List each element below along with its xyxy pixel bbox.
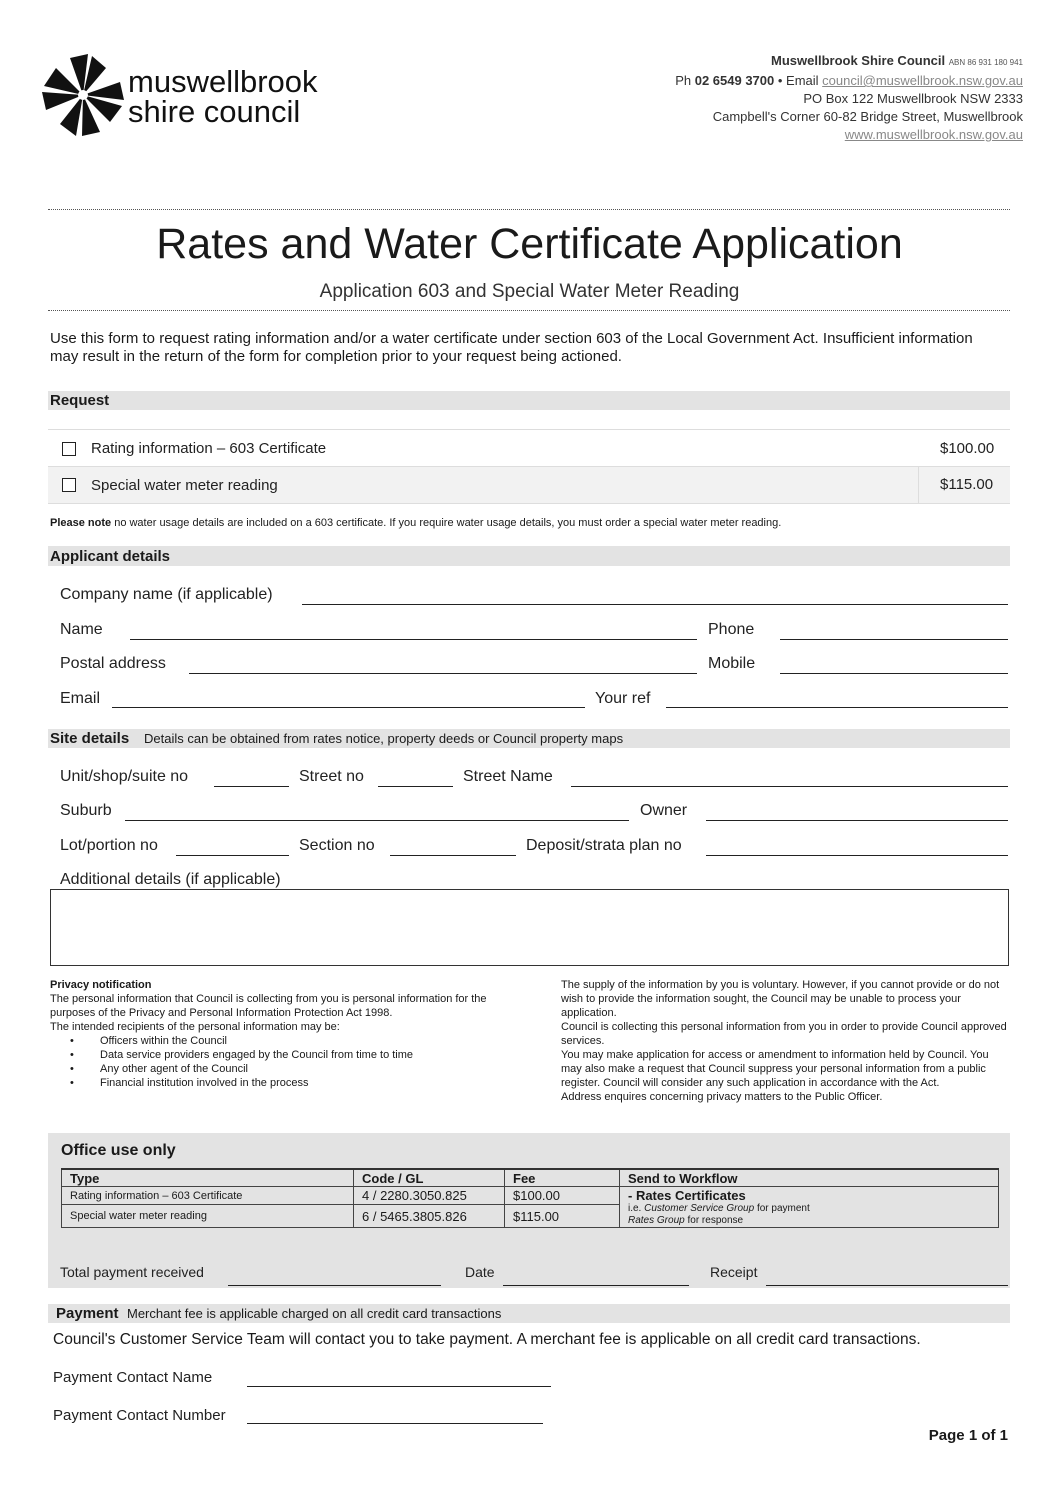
request-item-price: $115.00 [940, 476, 994, 493]
privacy-bullet-text: Officers within the Council [100, 1035, 227, 1047]
payment-text: Council's Customer Service Team will contact you to take payment. A merchant fee is applicable on all credit card transactions. [53, 1331, 921, 1348]
suburb-label: Suburb [60, 802, 112, 819]
privacy-recipients-intro: The intended recipients of the personal information may be: [50, 1021, 340, 1033]
council-phone: 02 6549 3700 [694, 73, 775, 88]
council-name: Muswellbrook Shire Council [771, 53, 946, 68]
suburb-field[interactable] [125, 820, 629, 821]
workflow-rg: Rates Group [628, 1215, 685, 1226]
table-header-cell: Type [62, 1169, 354, 1187]
table-cell: 6 / 5465.3805.826 [354, 1205, 505, 1228]
table-row [62, 1187, 999, 1205]
payment-contact-name-field[interactable] [247, 1386, 551, 1387]
site-heading: Site details [50, 730, 130, 747]
street-name-field[interactable] [571, 786, 1008, 787]
street-name-label: Street Name [463, 768, 553, 785]
mobile-label: Mobile [708, 655, 756, 672]
request-item-label: Special water meter reading [91, 477, 278, 494]
table-header-cell: Send to Workflow [620, 1169, 999, 1187]
applicant-band [48, 546, 1010, 566]
table-header-cell: Fee [505, 1169, 620, 1187]
unit-label: Unit/shop/suite no [60, 768, 189, 785]
office-fee-table [61, 1168, 999, 1228]
mobile-field[interactable] [780, 673, 1008, 674]
additional-details-box[interactable] [50, 889, 1009, 966]
payment-heading-note: Merchant fee is applicable charged on all credit card transactions [127, 1306, 502, 1321]
privacy-right-3: You may make application for access or amendment to information held by Council. You may also make a request that Council suppress your personal information from a public register. Council will consider any such application in accordance with the Act. [561, 1049, 989, 1089]
email-field[interactable] [112, 707, 585, 708]
workflow-csg: Customer Service Group [644, 1203, 755, 1214]
receipt-field[interactable] [766, 1285, 1008, 1286]
privacy-bullet-text: Any other agent of the Council [100, 1063, 248, 1075]
street-no-field[interactable] [378, 786, 453, 787]
request-band [48, 391, 1010, 410]
table-cell: Special water meter reading [62, 1205, 354, 1228]
privacy-right-1: The supply of the information by you is voluntary. However, if you cannot provide or do not wish to provide the information sought, the Council may be unable to process your application. [561, 979, 1000, 1019]
divider-sub [48, 310, 1010, 311]
postal-field[interactable] [189, 673, 697, 674]
table-cell: Rating information – 603 Certificate [62, 1187, 354, 1205]
applicant-heading: Applicant details [50, 548, 171, 565]
section-field[interactable] [390, 855, 516, 856]
checkbox-water-meter-reading[interactable] [62, 478, 76, 492]
deposit-field[interactable] [706, 855, 1008, 856]
privacy-heading: Privacy notification [50, 979, 152, 991]
deposit-label: Deposit/strata plan no [526, 837, 682, 854]
request-heading: Request [50, 392, 110, 409]
request-item-price: $100.00 [940, 440, 995, 457]
company-field[interactable] [302, 604, 1008, 605]
council-street: Campbell's Corner 60-82 Bridge Street, Muswellbrook [712, 109, 1023, 124]
list-item: • Officers within the Council [70, 1035, 227, 1047]
workflow-cell [620, 1187, 999, 1228]
site-heading-note: Details can be obtained from rates notice, property deeds or Council property maps [144, 731, 624, 746]
lot-field[interactable] [176, 855, 289, 856]
privacy-right-4: Address enquires concerning privacy matters to the Public Officer. [561, 1091, 883, 1103]
request-note-bold: Please note [50, 517, 112, 529]
phone-field[interactable] [780, 639, 1008, 640]
office-heading: Office use only [61, 1142, 176, 1159]
workflow-ie: i.e. [628, 1203, 642, 1214]
payment-band [48, 1304, 1010, 1323]
table-cell: 4 / 2280.3050.825 [354, 1187, 505, 1205]
payment-contact-name-label: Payment Contact Name [53, 1369, 213, 1386]
unit-field[interactable] [214, 786, 289, 787]
page-title: Rates and Water Certificate Application [156, 220, 903, 268]
council-po-box: PO Box 122 Muswellbrook NSW 2333 [803, 91, 1023, 106]
lot-label: Lot/portion no [60, 837, 158, 854]
council-contact-block [503, 52, 1023, 144]
list-item: • Data service providers engaged by the Council from time to time [70, 1049, 414, 1061]
your-ref-label: Your ref [595, 690, 651, 707]
page-number: Page 1 of 1 [928, 1427, 1008, 1444]
request-note-text: no water usage details are included on a 603 certificate. If you require water usage details, you must order a special water meter reading. [111, 517, 782, 529]
privacy-left [50, 978, 500, 1090]
name-label: Name [60, 621, 103, 638]
additional-label: Additional details (if applicable) [60, 871, 281, 888]
request-price-divider [918, 466, 919, 503]
total-payment-label: Total payment received [60, 1264, 204, 1280]
company-label: Company name (if applicable) [60, 586, 273, 603]
workflow-response: for response [687, 1215, 744, 1226]
site-band [48, 729, 1010, 748]
street-no-label: Street no [299, 768, 364, 785]
table-header-row [62, 1169, 999, 1187]
intro-text: Use this form to request rating information and/or a water certificate under section 603 of the Local Government Act. Insufficient information may result in the return of the form for completion prior to your request being actioned. [50, 330, 973, 365]
workflow-line-2 [628, 1215, 990, 1227]
privacy-bullet-text: Data service providers engaged by the Council from time to time [100, 1049, 414, 1061]
workflow-title: - Rates Certificates [628, 1188, 746, 1203]
office-date-label: Date [465, 1264, 495, 1280]
workflow-payment: for payment [756, 1203, 810, 1214]
privacy-left-text: The personal information that Council is collecting from you is personal information for the purposes of the Privacy and Personal Information Protection Act 1998. [50, 993, 487, 1019]
council-website-link[interactable]: www.muswellbrook.nsw.gov.au [844, 127, 1023, 142]
council-abn: ABN 86 931 180 941 [948, 58, 1023, 67]
office-date-field[interactable] [503, 1285, 689, 1286]
postal-label: Postal address [60, 655, 166, 672]
list-item: • Financial institution involved in the process [70, 1077, 309, 1089]
name-field[interactable] [130, 639, 697, 640]
logo-text-line2: shire council [128, 94, 301, 129]
receipt-label: Receipt [710, 1264, 758, 1280]
phone-label: Phone [708, 621, 755, 638]
payment-contact-number-label: Payment Contact Number [53, 1407, 226, 1424]
request-note [50, 517, 781, 529]
total-payment-field[interactable] [228, 1285, 441, 1286]
table-header-cell: Code / GL [354, 1169, 505, 1187]
phone-prefix: Ph [675, 73, 692, 88]
privacy-bullet-text: Financial institution involved in the process [100, 1077, 309, 1089]
owner-label: Owner [640, 802, 688, 819]
divider-top [48, 209, 1010, 210]
payment-heading: Payment [56, 1305, 119, 1322]
owner-field[interactable] [706, 820, 1008, 821]
checkbox-603-certificate[interactable] [62, 442, 76, 456]
email-label: Email [60, 690, 101, 707]
logo-text-line1: muswellbrook [128, 64, 318, 99]
page-subtitle: Application 603 and Special Water Meter Reading [319, 281, 740, 302]
request-item-label: Rating information – 603 Certificate [91, 440, 327, 457]
privacy-right-2: Council is collecting this personal information from you in order to provide Council approved services. [561, 1021, 1007, 1047]
privacy-right [561, 978, 1009, 1104]
email-prefix: • Email [777, 73, 819, 88]
section-label: Section no [299, 837, 375, 854]
workflow-line-1 [628, 1203, 990, 1215]
council-email-link[interactable]: council@muswellbrook.nsw.gov.au [822, 73, 1023, 88]
table-cell: $115.00 [505, 1205, 620, 1228]
table-cell: $100.00 [505, 1187, 620, 1205]
your-ref-field[interactable] [666, 707, 1008, 708]
payment-contact-number-field[interactable] [247, 1423, 543, 1424]
council-logo-icon [40, 52, 126, 138]
list-item: • Any other agent of the Council [70, 1063, 248, 1075]
